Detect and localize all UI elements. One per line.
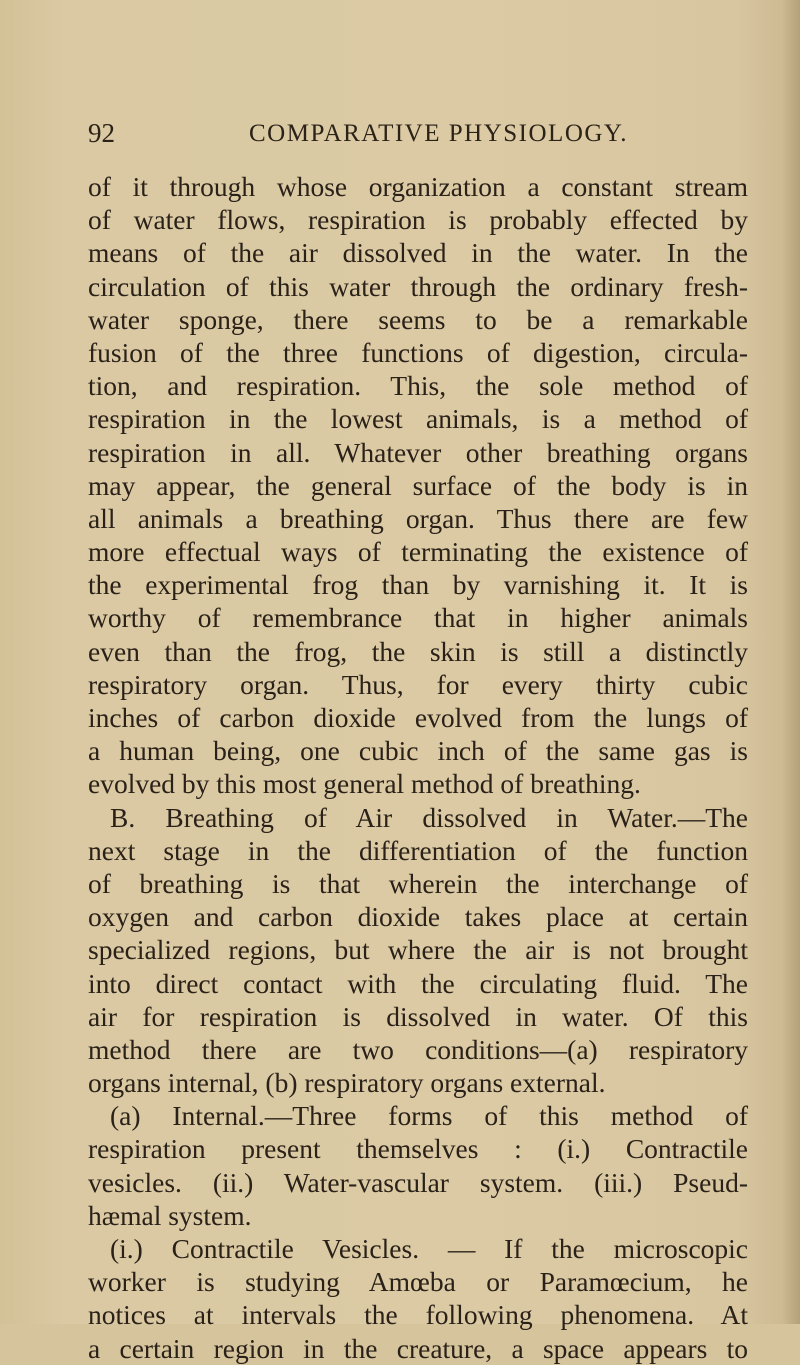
page-edge-shadow: [782, 0, 800, 1324]
text-line: respiration in all. Whatever other breathing organs: [88, 436, 748, 468]
text-line: air for respiration is dissolved in water. Of this: [88, 1000, 748, 1032]
text-line: worthy of remembrance that in higher animals: [88, 602, 748, 634]
text-line: tion, and respiration. This, the sole method of: [88, 370, 748, 402]
text-line: specialized regions, but where the air is not brought: [88, 934, 748, 966]
text-line: all animals a breathing organ. Thus there are few: [88, 502, 748, 534]
text-line: respiration present themselves : (i.) Contractile: [88, 1133, 748, 1165]
text-line: water sponge, there seems to be a remarkable: [88, 303, 748, 335]
text-line: oxygen and carbon dioxide takes place at certain: [88, 901, 748, 933]
text-line: a human being, one cubic inch of the same gas is: [88, 735, 748, 767]
text-line: (a) Internal.—Three forms of this method of: [110, 1100, 748, 1132]
text-line: may appear, the general surface of the body is in: [88, 469, 748, 501]
text-line: notices at intervals the following phenomena. At: [88, 1299, 748, 1331]
body-text: [88, 170, 748, 1365]
page-header: [88, 118, 748, 158]
running-head: COMPARATIVE PHYSIOLOGY.: [249, 120, 629, 147]
text-line: (i.) Contractile Vesicles. — If the microscopic: [110, 1233, 748, 1264]
text-line: a certain region in the creature, a space appears to: [88, 1332, 748, 1364]
text-line: into direct contact with the circulating fluid. The: [88, 967, 748, 999]
text-line: organs internal, (b) respiratory organs external.: [88, 1067, 606, 1099]
text-line: hæmal system.: [88, 1199, 252, 1231]
text-line: worker is studying Amœba or Paramœcium, he: [88, 1266, 748, 1298]
text-line: more effectual ways of terminating the existence of: [88, 536, 748, 568]
text-line: the experimental frog than by varnishing it. It is: [88, 569, 748, 601]
text-line: inches of carbon dioxide evolved from the lungs of: [88, 702, 748, 733]
text-line: of water flows, respiration is probably effected by: [88, 204, 748, 236]
text-line: even than the frog, the skin is still a distinctly: [88, 635, 748, 667]
page-number: 92: [88, 118, 115, 148]
text-line: B. Breathing of Air dissolved in Water.—The: [110, 801, 748, 833]
text-line: evolved by this most general method of breathing.: [88, 768, 641, 800]
text-line: of breathing is that wherein the interchange of: [88, 867, 748, 899]
text-line: fusion of the three functions of digestion, circula-: [88, 336, 748, 368]
text-line: of it through whose organization a constant stream: [88, 171, 748, 202]
text-line: vesicles. (ii.) Water-vascular system. (iii.) Pseud-: [88, 1166, 748, 1198]
text-line: next stage in the differentiation of the function: [88, 834, 748, 866]
text-line: respiration in the lowest animals, is a method of: [88, 403, 748, 435]
text-line: circulation of this water through the ordinary fresh-: [88, 270, 748, 302]
text-line: means of the air dissolved in the water. In the: [88, 237, 748, 269]
text-line: method there are two conditions—(a) respiratory: [88, 1033, 748, 1065]
text-line: respiratory organ. Thus, for every thirty cubic: [88, 668, 748, 700]
